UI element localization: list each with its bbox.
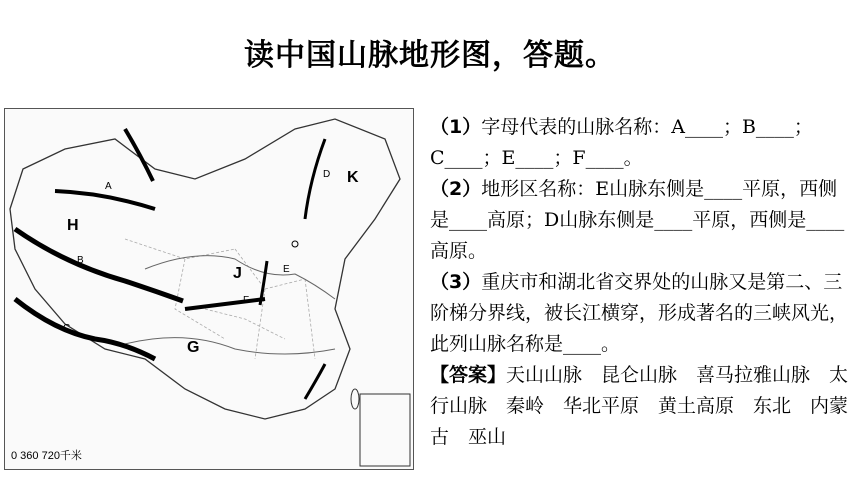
question-1: （1）字母代表的山脉名称：A____；B____；C____；E____；F____。 (430, 116, 813, 169)
mountain-A (55, 191, 155, 209)
province-lines (125, 239, 315, 359)
mountain-B (15, 229, 183, 301)
question-text (430, 112, 854, 453)
map-label-D: D (323, 169, 331, 180)
question-3: （3）重庆市和湖北省交界处的山脉又是第二、三阶梯分界线，被长江横穿，形成著名的三峡风光，此列山脉名称是____。 (430, 271, 849, 355)
capital-mark (292, 241, 298, 247)
yangtze-river (125, 338, 335, 354)
mountain-north (125, 129, 153, 181)
mountain-F (185, 299, 265, 309)
china-outline (10, 119, 400, 419)
mountain-D (305, 139, 325, 219)
map-label-F: F (243, 295, 250, 306)
map-label-J: J (233, 265, 242, 282)
china-mountain-map (4, 108, 414, 470)
map-scale: 0 360 720千米 (11, 450, 82, 462)
taiwan-island (351, 389, 359, 409)
page-title: 读中国山脉地形图，答题。 (244, 38, 616, 73)
south-sea-inset (360, 394, 410, 466)
map-label-C: C (63, 323, 71, 334)
map-label-H: H (67, 217, 79, 234)
mountain-south (305, 364, 325, 399)
map-label-A: A (105, 181, 112, 192)
map-label-K: K (347, 169, 359, 186)
map-drawing (5, 109, 413, 469)
answer: 【答案】天山山脉 昆仑山脉 喜马拉雅山脉 太行山脉 秦岭 华北平原 黄土高原 东北 内蒙古 巫山 (430, 364, 849, 448)
map-label-G: G (187, 339, 200, 356)
question-2: （2）地形区名称：E山脉东侧是____平原，西侧是____高原；D山脉东侧是____平原，西侧是____高原。 (430, 178, 845, 262)
map-label-B: B (77, 255, 84, 266)
map-label-E: E (283, 264, 290, 275)
mountain-C (15, 299, 155, 359)
